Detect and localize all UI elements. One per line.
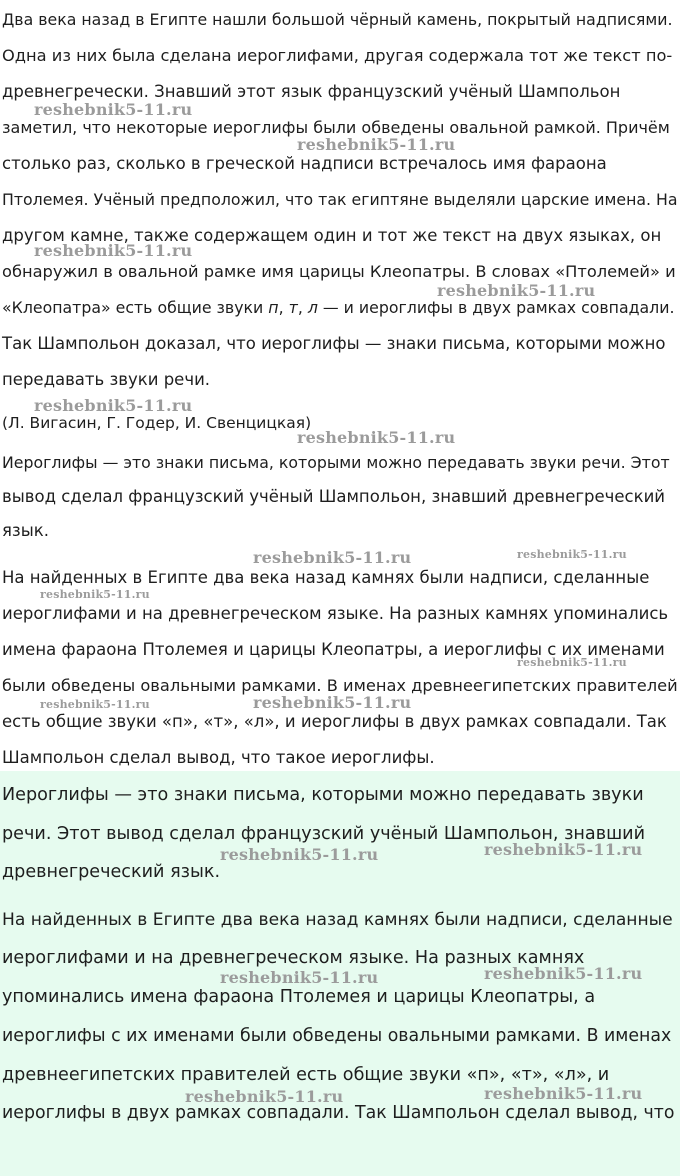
text-line: Два века назад в Египте нашли большой чёрный камень, покрытый надписями. (2, 10, 673, 29)
watermark-text: reshebnik5-11.ru (484, 964, 643, 983)
watermark-text: reshebnik5-11.ru (297, 135, 456, 154)
watermark-text: reshebnik5-11.ru (517, 656, 627, 669)
text-line: Птолемея. Учёный предположил, что так египтяне выделяли царские имена. На (2, 190, 678, 209)
text-line: древнегречески. Знавший этот язык французский учёный Шампольон (2, 82, 621, 101)
highlighted-line: древнеегипетских правителей есть общие звуки «п», «т», «л», и (2, 1065, 610, 1085)
highlighted-line: Иероглифы — это знаки письма, которыми можно передавать звуки (2, 785, 644, 805)
watermark-text: reshebnik5-11.ru (253, 548, 412, 567)
text-line: столько раз, сколько в греческой надписи встречалось имя фараона (2, 154, 607, 173)
answer-line: вывод сделал французский учёный Шампольон, знавший древнегреческий (2, 487, 666, 506)
answer-line: Шампольон сделал вывод, что такое иероглифы. (2, 748, 435, 767)
watermark-text: reshebnik5-11.ru (220, 968, 379, 987)
watermark-text: reshebnik5-11.ru (40, 588, 150, 601)
attribution: (Л. Вигасин, Г. Годер, И. Свенцицкая) (2, 414, 312, 432)
separator: , (278, 298, 289, 317)
answer-line: имена фараона Птолемея и царицы Клеопатры, а иероглифы с их именами (2, 640, 665, 659)
highlighted-line: речи. Этот вывод сделал французский учёный Шампольон, знавший (2, 824, 646, 844)
watermark-text: reshebnik5-11.ru (34, 396, 193, 415)
highlighted-line: древнегреческий язык. (2, 862, 221, 882)
watermark-text: reshebnik5-11.ru (484, 1084, 643, 1103)
text-fragment: «Клеопатра» есть общие звуки (2, 298, 269, 317)
separator: , (297, 298, 308, 317)
answer-line: Иероглифы — это знаки письма, которыми можно передавать звуки речи. Этот (2, 453, 670, 472)
highlighted-line: иероглифы с их именами были обведены овальными рамками. В именах (2, 1026, 672, 1046)
watermark-text: reshebnik5-11.ru (185, 1087, 344, 1106)
sound-l: л (307, 298, 318, 317)
watermark-text: reshebnik5-11.ru (34, 241, 193, 260)
sound-p: п (268, 298, 279, 317)
highlighted-line: упоминались имена фараона Птолемея и царицы Клеопатры, а (2, 987, 596, 1007)
watermark-text: reshebnik5-11.ru (297, 428, 456, 447)
text-line (2, 297, 674, 319)
watermark-text: reshebnik5-11.ru (220, 845, 379, 864)
text-line: Так Шампольон доказал, что иероглифы — знаки письма, которыми можно (2, 334, 666, 353)
highlighted-line: На найденных в Египте два века назад камнях были надписи, сделанные (2, 910, 673, 930)
watermark-text: reshebnik5-11.ru (253, 693, 412, 712)
text-line: заметил, что некоторые иероглифы были обведены овальной рамкой. Причём (2, 118, 670, 137)
watermark-text: reshebnik5-11.ru (40, 698, 150, 711)
text-fragment: — и иероглифы в двух рамках совпадали. (317, 298, 675, 317)
answer-line: есть общие звуки «п», «т», «л», и иероглифы в двух рамках совпадали. Так (2, 712, 667, 731)
sound-t: т (288, 298, 298, 317)
text-line: передавать звуки речи. (2, 370, 211, 389)
highlighted-line: иероглифы в двух рамках совпадали. Так Шампольон сделал вывод, что (2, 1103, 675, 1123)
watermark-text: reshebnik5-11.ru (484, 840, 643, 859)
watermark-text: reshebnik5-11.ru (517, 548, 627, 561)
answer-line: язык. (2, 521, 49, 540)
text-line: обнаружил в овальной рамке имя царицы Клеопатры. В словах «Птолемей» и (2, 262, 676, 281)
text-line: Одна из них была сделана иероглифами, другая содержала тот же текст по- (2, 46, 673, 65)
highlighted-line: иероглифами и на древнегреческом языке. На разных камнях (2, 948, 585, 968)
answer-line: были обведены овальными рамками. В именах древнеегипетских правителей (2, 676, 678, 695)
watermark-text: reshebnik5-11.ru (437, 281, 596, 300)
text-line: другом камне, также содержащем один и тот же текст на двух языках, он (2, 226, 662, 245)
watermark-text: reshebnik5-11.ru (34, 100, 193, 119)
answer-line: На найденных в Египте два века назад камнях были надписи, сделанные (2, 568, 650, 587)
answer-line: иероглифами и на древнегреческом языке. На разных камнях упоминались (2, 604, 669, 623)
